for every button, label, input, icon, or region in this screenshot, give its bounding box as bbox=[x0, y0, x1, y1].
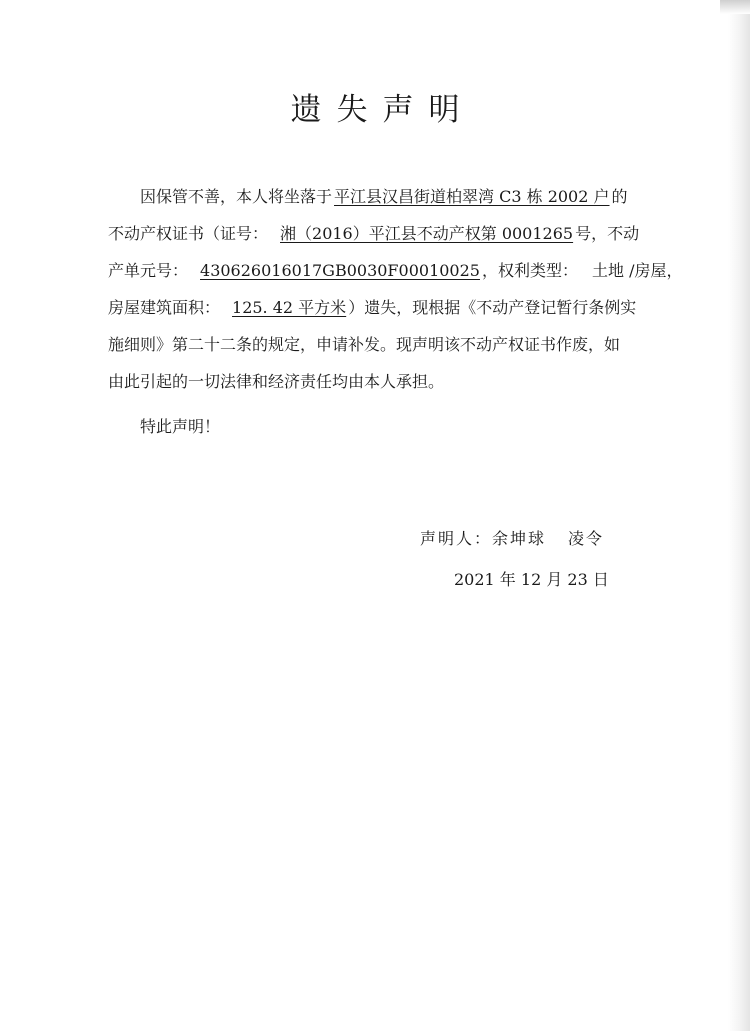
body-line-5: 施细则》第二十二条的规定，申请补发。现声明该不动产权证书作废，如 bbox=[108, 335, 621, 354]
building-area: 125. 42 平方米 bbox=[232, 298, 347, 317]
closing-statement: 特此声明！ bbox=[140, 417, 221, 436]
body-line-1 bbox=[108, 178, 636, 215]
declarant-row bbox=[420, 526, 660, 552]
certificate-number: 湘（2016）平江县不动产权第 0001265 bbox=[280, 224, 574, 243]
declarant-label: 声明人： bbox=[420, 529, 493, 548]
body-line-2 bbox=[108, 215, 640, 252]
body-line-3 bbox=[108, 252, 683, 289]
scan-shadow-edge bbox=[728, 0, 750, 1031]
property-address: 平江县汉昌街道柏翠湾 C3 栋 2002 户 bbox=[334, 187, 610, 206]
document-title: 遗失声明 bbox=[290, 92, 475, 128]
body-text: ，权利类型： bbox=[481, 261, 578, 280]
declaration-body bbox=[108, 178, 683, 445]
rights-type: 土地 /房屋， bbox=[591, 261, 683, 280]
body-text: 号，不动 bbox=[575, 224, 640, 243]
declaration-date: 2021 年 12 月 23 日 bbox=[454, 570, 609, 589]
body-text: ）遗失，现根据《不动产登记暂行条例实 bbox=[348, 298, 637, 317]
signature-block bbox=[420, 526, 660, 593]
body-line-4 bbox=[108, 289, 636, 326]
body-text: 因保管不善，本人将坐落于 bbox=[140, 187, 333, 206]
property-unit-number: 430626016017GB0030F00010025 bbox=[200, 261, 480, 280]
declarant-name-1: 余坤球 bbox=[492, 529, 547, 548]
body-text: 的 bbox=[611, 187, 628, 206]
declarant-name-2: 凌令 bbox=[568, 529, 605, 548]
scan-corner-shadow bbox=[720, 0, 750, 14]
body-line-6: 由此引起的一切法律和经济责任均由本人承担。 bbox=[108, 372, 445, 391]
body-text: 不动产权证书（证号： bbox=[108, 224, 269, 243]
body-text: 房屋建筑面积： bbox=[108, 298, 221, 317]
body-text: 产单元号： bbox=[108, 261, 189, 280]
